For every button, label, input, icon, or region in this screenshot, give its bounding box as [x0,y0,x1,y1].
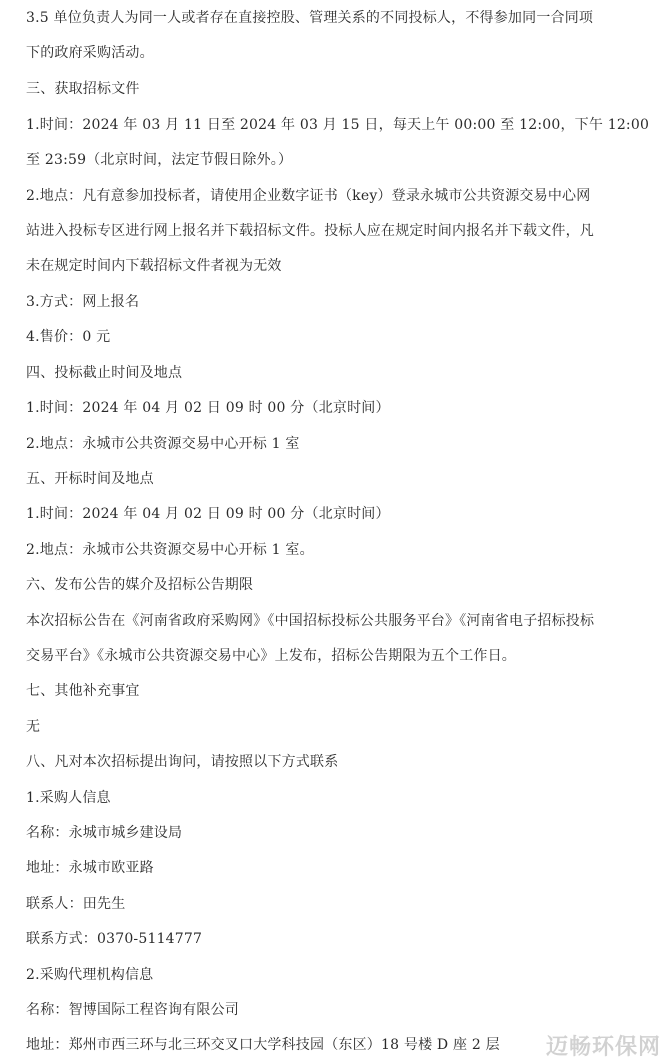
text-line: 1.时间：2024 年 04 月 02 日 09 时 00 分（北京时间） [26,506,390,522]
text-line: 2.地点：永城市公共资源交易中心开标 1 室 [26,436,300,452]
text-line: 1.采购人信息 [26,790,111,806]
text-line: 至 23:59（北京时间，法定节假日除外。） [26,152,293,168]
section-heading-7: 七、其他补充事宜 [26,683,140,699]
text-line: 2.采购代理机构信息 [26,967,154,983]
text-line: 1.时间：2024 年 03 月 11 日至 2024 年 03 月 15 日，每天上午 00:00 至 12:00，下午 12:00 [26,117,650,133]
text-line: 站进入投标专区进行网上报名并下载招标文件。投标人应在规定时间内报名并下载文件，凡 [26,223,594,239]
text-line: 名称：永城市城乡建设局 [26,825,183,841]
text-line: 3.5 单位负责人为同一人或者存在直接控股、管理关系的不同投标人，不得参加同一合同项 [26,10,594,26]
watermark: 迈畅环保网 [545,1035,661,1060]
text-line: 无 [26,719,41,735]
text-line: 联系方式：0370-5114777 [26,931,203,947]
text-line: 1.时间：2024 年 04 月 02 日 09 时 00 分（北京时间） [26,400,390,416]
text-line: 联系人：田先生 [26,896,126,912]
text-line: 4.售价：0 元 [26,329,111,345]
text-line: 3.方式：网上报名 [26,294,140,310]
section-heading-6: 六、发布公告的媒介及招标公告期限 [26,577,254,593]
text-line: 名称：智博国际工程咨询有限公司 [26,1002,239,1018]
text-line: 2.地点：永城市公共资源交易中心开标 1 室。 [26,542,314,558]
text-line: 本次招标公告在《河南省政府采购网》《中国招标投标公共服务平台》《河南省电子招标投标 [26,613,595,629]
section-heading-8: 八、凡对本次招标提出询问，请按照以下方式联系 [26,754,339,770]
section-heading-3: 三、获取招标文件 [26,81,140,97]
text-line: 地址：永城市欧亚路 [26,860,154,876]
text-line: 地址：郑州市西三环与北三环交叉口大学科技园（东区）18 号楼 D 座 2 层 [26,1037,500,1053]
section-heading-4: 四、投标截止时间及地点 [26,365,183,381]
text-line: 下的政府采购活动。 [26,45,154,61]
section-heading-5: 五、开标时间及地点 [26,471,154,487]
text-line: 2.地点：凡有意参加投标者，请使用企业数字证书（key）登录永城市公共资源交易中心网 [26,188,591,204]
text-line: 未在规定时间内下载招标文件者视为无效 [26,258,282,274]
text-line: 交易平台》《永城市公共资源交易中心》上发布，招标公告期限为五个工作日。 [26,648,516,664]
